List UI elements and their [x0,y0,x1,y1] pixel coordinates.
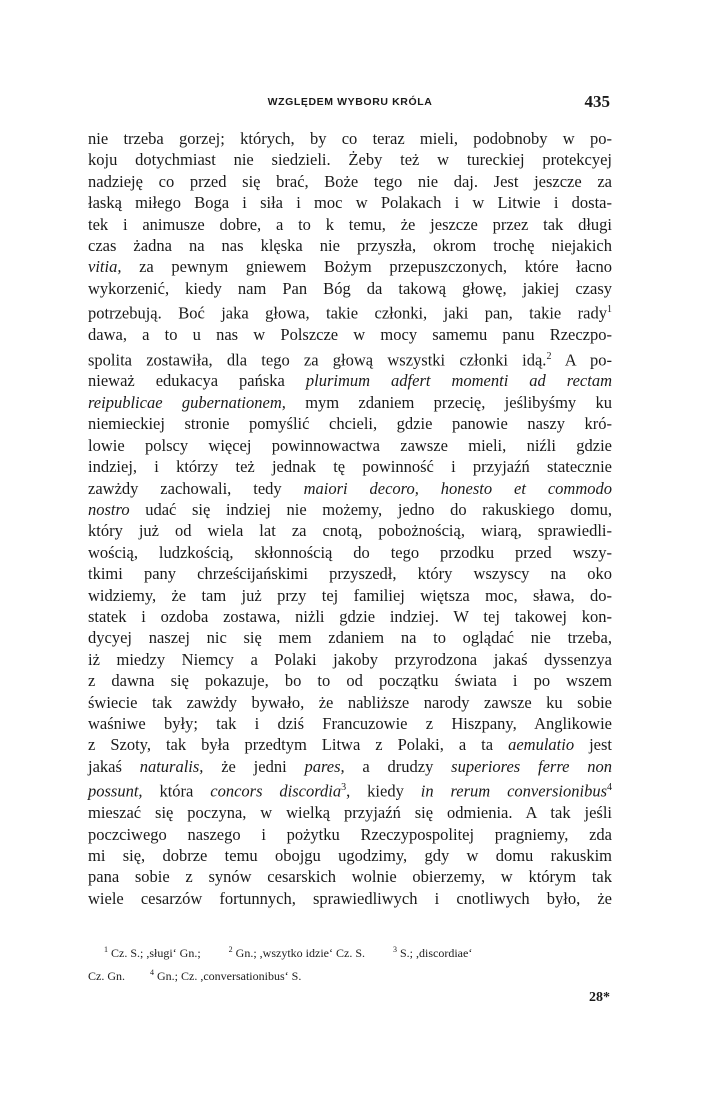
footnote-line [88,963,608,986]
footnotes [88,940,608,986]
footnote-ref: 4 [607,782,612,794]
text-segment: lowie polscy więcej powinnowactwa zawsze mieli, niźli gdzie [88,435,612,455]
printer-signature: 28* [589,990,610,1005]
text-segment: tek i animusze dobre, a to k temu, że jeszcze przez tak długi [88,214,612,234]
footnote-3 [393,940,472,963]
latin-phrase: concors discordia [210,781,342,801]
footnote-continuation: Cz. Gn. [88,969,125,983]
text-line [88,692,612,713]
running-head: WZGLĘDEM WYBORU KRÓLA [267,96,433,108]
footnote-4 [150,963,301,986]
text-segment: łaską miłego Boga i siła i moc w Polakach i w Litwie i dosta- [88,193,612,213]
text-segment: indziej, i którzy też jednak tę powinność i przyjaźń statecznie [88,457,612,477]
latin-phrase: plurimum adfert momenti ad rectam [305,371,612,391]
text-line [88,824,612,845]
text-segment: który już od wiela lat za cnotą, pobożnością, wiarą, sprawiedli- [88,521,612,541]
text-line [88,324,612,345]
text-segment: wością, ludzkością, skłonnością do tego przodku przed wszy- [88,542,612,562]
text-line [88,627,612,648]
page-number: 435 [584,92,610,111]
text-segment: nie trzeba gorzej; których, by co teraz mieli, podobnoby w po- [88,129,612,148]
text-line [88,670,612,691]
text-segment: udać się indziej nie możemy, jedno do rakuskiego domu, [129,499,612,519]
text-segment: która [142,781,211,801]
text-segment: a drudzy [344,756,452,776]
text-segment: statek i ozdoba zostawa, niżli gdzie indziej. W tej takowej kon- [88,606,612,626]
page-header [90,92,610,116]
footnote-line [88,940,608,963]
text-segment: wiele cesarzów fortunnych, sprawiedliwych i cnotliwych było, że [88,888,612,908]
latin-phrase: nostro [88,499,130,519]
footnote-number: 2 [228,945,233,954]
text-segment: nieważ edukacya pańska [88,371,306,391]
text-line [88,299,612,324]
latin-phrase: superiores ferre non [451,756,613,776]
text-line [88,128,612,149]
text-line [88,435,612,456]
text-segment: iż miedzy Niemcy a Polaki jakoby przyrodzona jakaś dyssenzya [88,649,612,669]
footnote-text: Cz. S.; ,sługi‘ Gn.; [111,946,201,960]
text-line [88,649,612,670]
footnote-number: 3 [393,945,397,954]
text-line [88,392,612,413]
footnote-ref: 1 [607,304,612,316]
text-line [88,845,612,866]
text-line [88,866,612,887]
text-segment: nadzieję co przed się brać, Boże tego nie daj. Jest jeszcze za [88,171,612,191]
footnote-2 [229,940,365,963]
text-line [88,734,612,755]
footnote-text: S.; ,discordiae‘ [400,946,473,960]
text-segment: jakaś [88,756,140,776]
text-segment: że jedni [203,756,305,776]
footnote-ref: 3 [341,782,347,794]
text-line [88,802,612,823]
footnote-text: Gn.; Cz. ,conversationibus‘ S. [157,969,302,983]
text-line [88,542,612,563]
latin-phrase: in rerum conversionibus [420,781,607,801]
text-segment: waśniwe były; tak i dziś Francuzowie z Hiszpany, Anglikowie [88,713,612,733]
text-segment: mi się, dobrze temu obojgu ugodzimy, gdy w domu rakuskim [88,845,612,865]
text-line [88,413,612,434]
text-segment: , kiedy [346,781,421,801]
latin-phrase: aemulatio [508,735,575,755]
footnote-text: Gn.; ,wszytko idzie‘ Cz. S. [235,946,365,960]
text-line [88,520,612,541]
body-text [88,128,612,909]
text-line [88,585,612,606]
text-segment: pana sobie z synów cesarskich wolnie obierzemy, w którym tak [88,867,612,887]
text-segment: spolita zostawiła, dla tego za głową wszystki członki idą. [88,350,547,370]
text-line [88,563,612,584]
text-segment: poczciwego naszego i pożytku Rzeczypospolitej pragniemy, zda [88,824,612,844]
text-line [88,777,612,802]
text-segment: zawżdy zachowali, tedy [88,478,304,498]
text-line [88,256,612,277]
text-segment: potrzebują. Boć jaka głowa, takie członki, jaki pan, takie rady [88,303,607,323]
text-line [88,606,612,627]
latin-phrase: naturalis, [139,756,204,776]
text-segment: koju dotychmiast nie siedzieli. Żeby też w tureckiej protekcyej [88,150,612,170]
latin-phrase: possunt, [88,781,143,801]
latin-phrase: maiori decoro, honesto et commodo [303,478,612,498]
text-line [88,456,612,477]
text-segment: wykorzenić, kiedy nam Pan Bóg da takową głowę, jakiej czasy [88,278,612,298]
text-line [88,278,612,299]
text-segment: mym zdaniem przecię, jeślibyśmy ku [285,392,612,412]
footnote-ref: 2 [546,350,552,362]
text-segment: tkimi pany chrześcijańskimi przyszedł, który wszyscy na oko [88,564,612,584]
text-segment: za pewnym gniewem Bożym przepuszczonych, które łacno [121,257,612,277]
text-segment: widziemy, że tam już przy tej familiej więtsza moc, sława, do- [88,585,612,605]
text-line [88,756,612,777]
text-line [88,370,612,391]
text-segment: A po- [551,350,612,370]
text-line [88,192,612,213]
text-segment: jest [574,735,612,755]
text-segment: czas żadna na nas klęska nie przyszła, okrom trochę niejakich [88,236,612,256]
text-segment: dawa, a to u nas w Polszcze w mocy samemu panu Rzeczpo- [88,325,612,345]
text-segment: dycyej naszej nic się mem zdaniem na to oglądać nie trzeba, [88,628,612,648]
text-line [88,214,612,235]
text-segment: z dawna się pokazuje, bo to od początku świata i po wszem [88,671,612,691]
text-segment: niemieckiej stronie pomyślić chcieli, gdzie panowie naszy kró- [88,414,612,434]
text-segment: świecie tak zawżdy bywało, że nabliższe narody zawsze ku sobie [88,692,612,712]
text-line [88,713,612,734]
text-line [88,235,612,256]
text-line [88,346,612,371]
latin-phrase: reipublicae gubernationem, [88,392,286,412]
footnote-1 [104,940,201,963]
text-line [88,171,612,192]
text-segment: mieszać się poczyna, w wielką przyjaźń się odmienia. A tak jeśli [88,803,612,823]
text-line [88,478,612,499]
latin-phrase: vitia, [88,257,122,277]
text-line [88,888,612,909]
footnote-number: 1 [104,945,108,954]
text-segment: z Szoty, tak była przedtym Litwa z Polaki, a ta [88,735,509,755]
text-line [88,499,612,520]
text-line [88,149,612,170]
latin-phrase: pares, [304,756,345,776]
footnote-number: 4 [150,968,154,977]
